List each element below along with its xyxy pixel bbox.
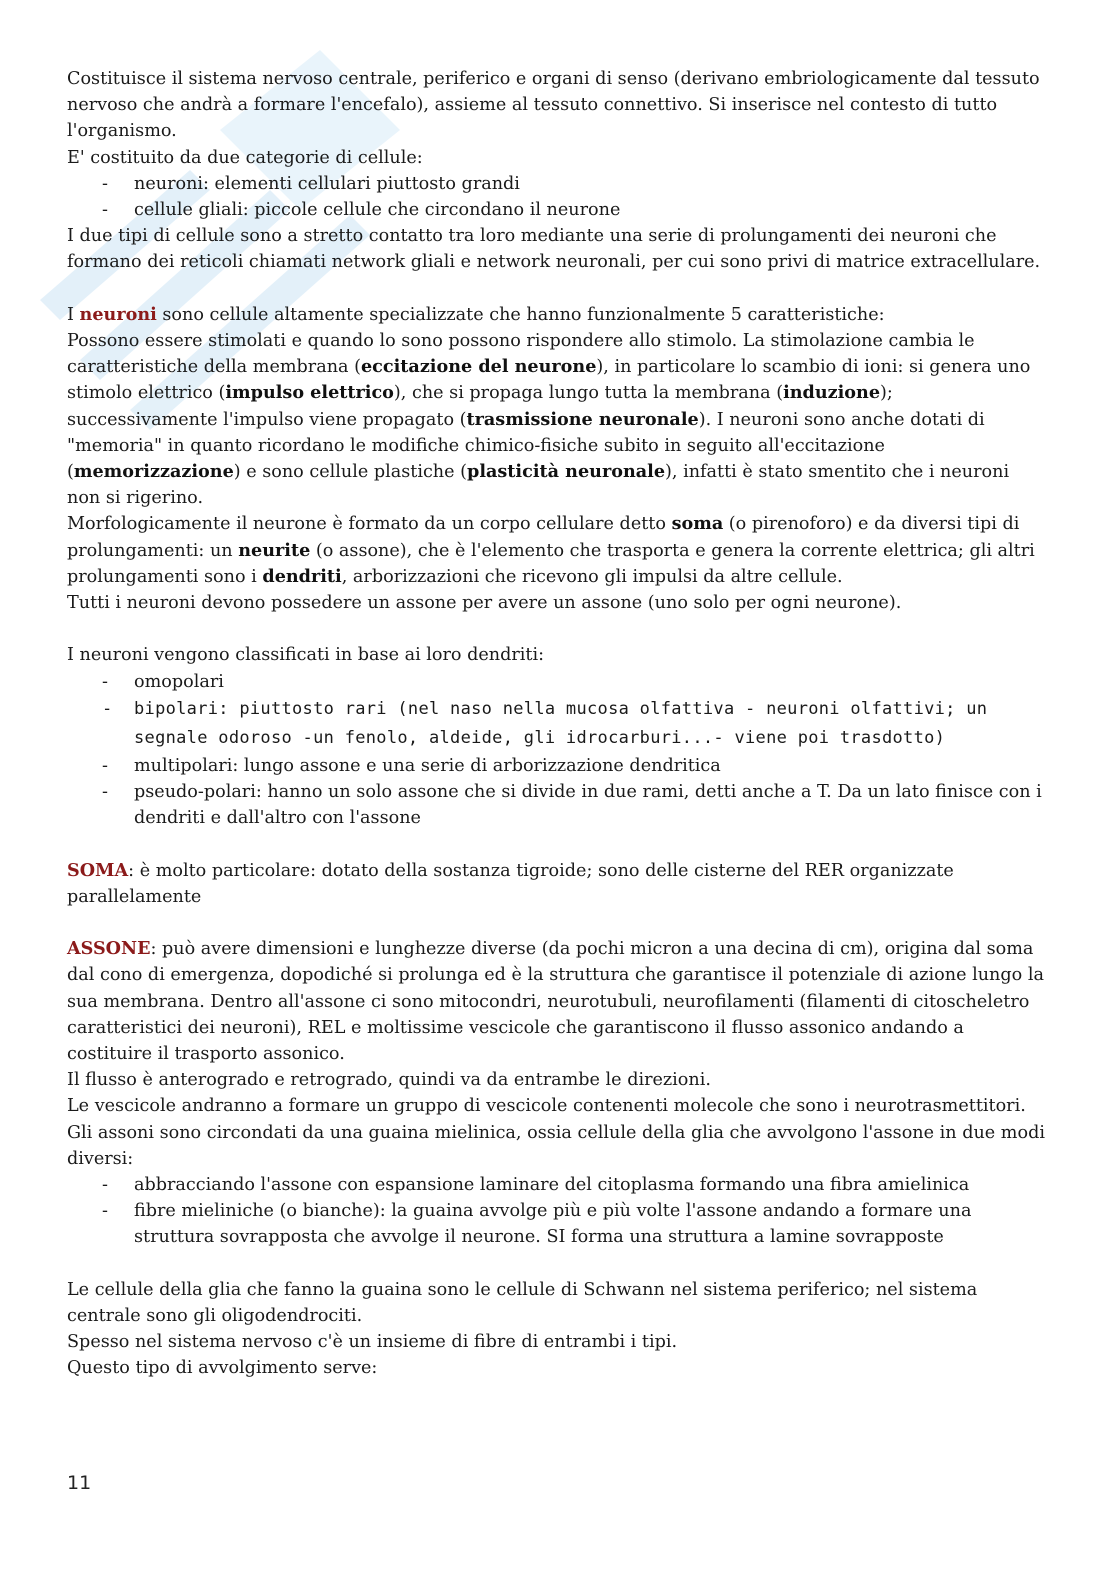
list-item: - omopolari <box>67 669 1045 695</box>
term: impulso elettrico <box>225 382 394 404</box>
list-item: - neuroni: elementi cellulari piuttosto grandi <box>67 171 1045 197</box>
assone-vesicles: Le vescicole andranno a formare un gruppo di vescicole contenenti molecole che sono i neurotrasmettitori. <box>67 1096 1026 1117</box>
assone-flow: Il flusso è anterogrado e retrogrado, quindi va da entrambe le direzioni. <box>67 1070 711 1091</box>
cell-categories-list <box>67 171 1045 223</box>
classification-intro: I neuroni vengono classificati in base ai loro dendriti: <box>67 645 545 666</box>
intro-contact-paragraph: I due tipi di cellule sono a stretto contatto tra loro mediante una serie di prolungamenti dei neuroni che formano dei reticoli chiamati network gliali e network neuronali, per cui sono privi di matrice extracellulare. <box>67 226 1041 273</box>
list-item: - bipolari: piuttosto rari (nel naso nella mucosa olfattiva - neuroni olfattivi; un segnale odoroso -un fenolo, aldeide, gli idrocarburi...- viene poi trasdotto) <box>67 695 1045 753</box>
term: neurite <box>238 539 311 561</box>
glia-purpose: Questo tipo di avvolgimento serve: <box>67 1358 378 1379</box>
list-item: - multipolari: lungo assone e una serie di arborizzazione dendritica <box>67 753 1045 779</box>
neuroni-paragraph: I neuroni sono cellule altamente specializzate che hanno funzionalmente 5 caratteristiche: <box>67 303 885 325</box>
assone-myelin: Gli assoni sono circondati da una guaina mielinica, ossia cellule della glia che avvolgono l'assone in due modi diversi: <box>67 1122 1045 1169</box>
term: trasmissione neuronale <box>466 408 699 430</box>
list-item: - cellule gliali: piccole cellule che circondano il neurone <box>67 197 1045 223</box>
term: eccitazione del neurone <box>360 356 597 378</box>
term: soma <box>671 513 724 535</box>
term: dendriti <box>262 565 342 587</box>
term: induzione <box>783 382 881 404</box>
term: memorizzazione <box>73 461 234 483</box>
list-item: - fibre mieliniche (o bianche): la guaina avvolge più e più volte l'assone andando a formare una struttura sovrapposta che avvolge il neurone. SI forma una struttura a lamine sovrapposte <box>67 1198 1045 1250</box>
soma-paragraph: SOMA: è molto particolare: dotato della sostanza tigroide; sono delle cisterne del RER organizzate parallelamente <box>67 859 954 907</box>
document-body <box>67 66 1045 1382</box>
classification-list <box>67 669 1045 832</box>
list-item: - pseudo-polari: hanno un solo assone che si divide in due rami, detti anche a T. Da un lato finisce con i dendriti e dall'altro con l'assone <box>67 779 1045 831</box>
intro-categories: E' costituito da due categorie di cellule: <box>67 147 423 168</box>
intro-paragraph: Costituisce il sistema nervoso centrale, periferico e organi di senso (derivano embriologicamente dal tessuto nervoso che andrà a formare l'encefalo), assieme al tessuto connettivo. Si inserisce nel contesto di tutto l'organismo. <box>67 69 1040 142</box>
list-item: - abbracciando l'assone con espansione laminare del citoplasma formando una fibra amielinica <box>67 1172 1045 1198</box>
keyword-soma: SOMA <box>67 859 129 881</box>
assone-paragraph: ASSONE: può avere dimensioni e lunghezze diverse (da pochi micron a una decina di cm), origina dal soma dal cono di emergenza, dopodiché si prolunga ed è la struttura che garantisce il potenziale di azione lungo la sua membrana. Dentro all'assone ci sono mitocondri, neurotubuli, neurofilamenti (filamenti di citoscheletro caratteristici dei neuroni), REL e moltissime vescicole che garantiscono il flusso assonico andando a costituire il trasporto assonico. <box>67 938 1044 1065</box>
glia-paragraph: Le cellule della glia che fanno la guaina sono le cellule di Schwann nel sistema periferico; nel sistema centrale sono gli oligodendrociti. <box>67 1279 978 1327</box>
neuroni-characteristics: Possono essere stimolati e quando lo sono possono rispondere allo stimolo. La stimolazione cambia le caratteristiche della membrana (eccitazione del neurone), in particolare lo scambio di ioni: si genera uno stimolo elettrico (impulso elettrico), che si propaga lungo tutta la membrana (induzione); successivamente l'impulso viene propagato (trasmissione neuronale). I neuroni sono anche dotati di "memoria" in quanto ricordano le modifiche chimico-fisiche subito in seguito all'eccitazione (memorizzazione) e sono cellule plastiche (plasticità neuronale), infatti è stato smentito che i neuroni non si rigerino. <box>67 331 1031 509</box>
term: plasticità neuronale <box>467 461 666 483</box>
page-number: 11 <box>67 1472 92 1494</box>
keyword-neuroni: neuroni <box>79 303 157 325</box>
neuroni-morphology: Morfologicamente il neurone è formato da un corpo cellulare detto soma (o pirenoforo) e da diversi tipi di prolungamenti: un neurite (o assone), che è l'elemento che trasporta e genera la corrente elettrica; gli altri prolungamenti sono i dendriti, arborizzazioni che ricevono gli impulsi da altre cellule. <box>67 513 1035 587</box>
neuroni-assone-note: Tutti i neuroni devono possedere un assone per avere un assone (uno solo per ogni neurone). <box>67 593 902 614</box>
keyword-assone: ASSONE <box>67 938 151 960</box>
myelin-list <box>67 1172 1045 1251</box>
glia-fibers: Spesso nel sistema nervoso c'è un insieme di fibre di entrambi i tipi. <box>67 1332 678 1353</box>
